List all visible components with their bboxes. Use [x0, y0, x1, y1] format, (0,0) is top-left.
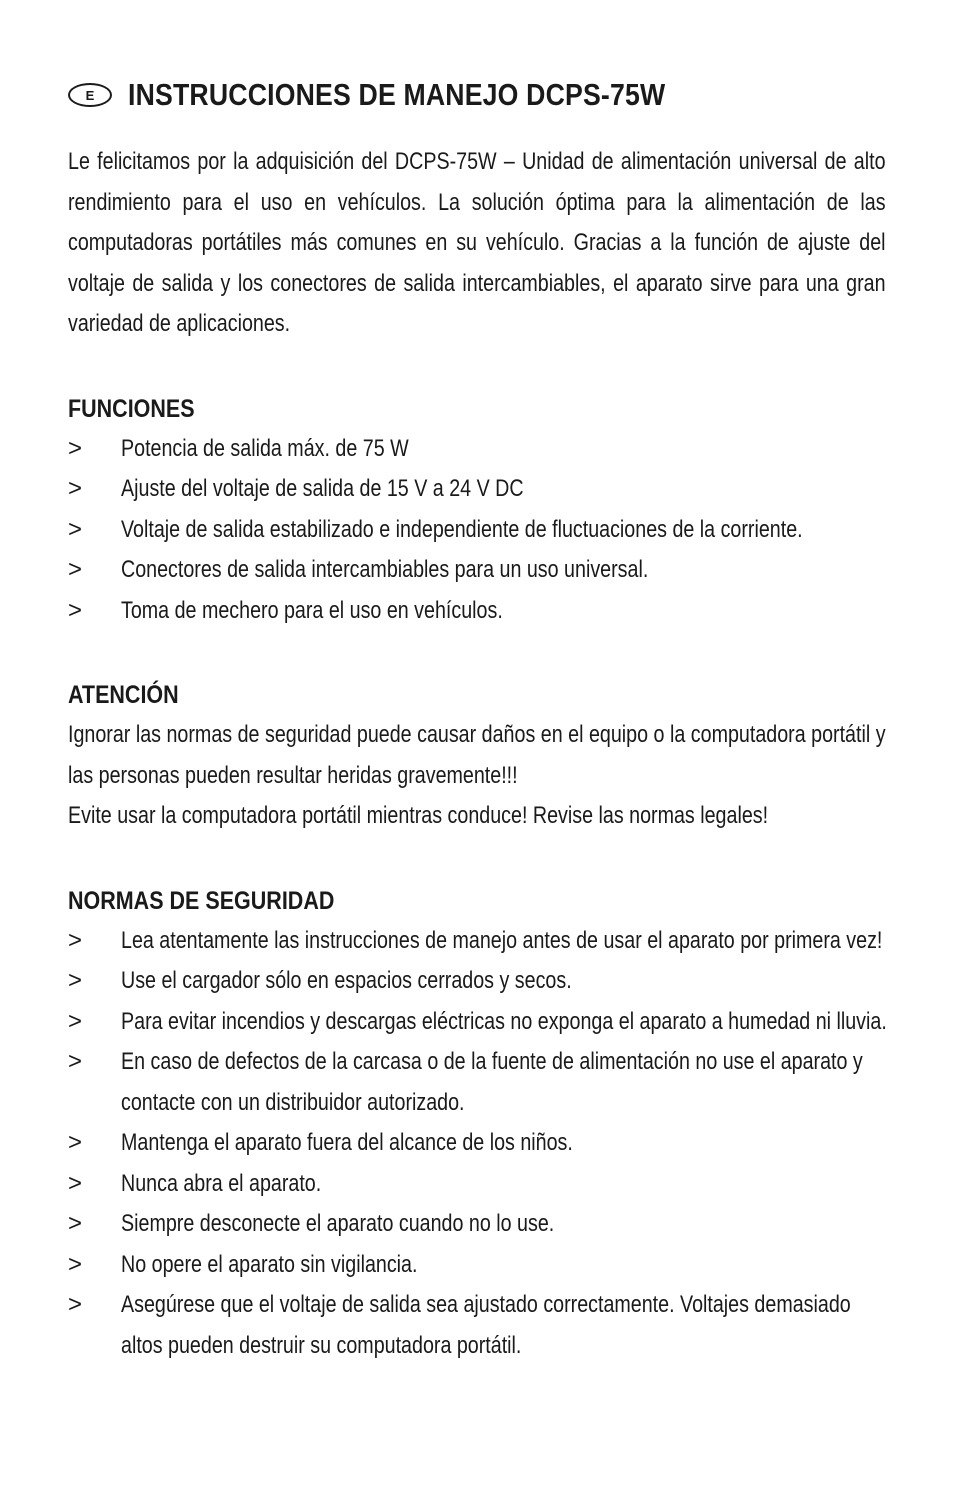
list-item-text: Toma de mechero para el uso en vehículos.: [121, 596, 503, 624]
list-item: [68, 591, 886, 632]
bullet-icon: >: [68, 515, 83, 543]
bullet-icon: >: [68, 1291, 83, 1318]
list-item-text: Siempre desconecte el aparato cuando no lo use.: [121, 1210, 555, 1237]
list-item: [68, 550, 886, 591]
attention-warning: Ignorar las normas de seguridad puede causar daños en el equipo o la computadora portátil y las personas pueden resultar heridas gravemente!!!: [68, 721, 886, 789]
intro-paragraph: Le felicitamos por la adquisición del DCPS-75W – Unidad de alimentación universal de alto rendimiento para el uso en vehículos. La solución óptima para la alimentación de las computadoras portátiles más comunes en su vehículo. Gracias a la función de ajuste del voltaje de salida y los conectores de salida intercambiables, el aparato sirve para una gran variedad de aplicaciones.: [68, 148, 886, 337]
manual-page: [68, 70, 886, 1366]
list-item-text: En caso de defectos de la carcasa o de la fuente de alimentación no use el aparato y contacte con un distribuidor autorizado.: [121, 1048, 863, 1116]
safety-list: [68, 921, 886, 1367]
list-item-text: Mantenga el aparato fuera del alcance de los niños.: [121, 1129, 573, 1156]
list-item-text: Nunca abra el aparato.: [121, 1169, 322, 1197]
list-item-text: Potencia de salida máx. de 75 W: [121, 434, 409, 462]
bullet-icon: >: [68, 1007, 83, 1035]
list-item: [68, 1042, 886, 1123]
bullet-icon: >: [68, 926, 83, 954]
list-item: [68, 1245, 886, 1286]
bullet-icon: >: [68, 596, 83, 624]
list-item-text: Lea atentamente las instrucciones de manejo antes de usar el aparato por primera vez!: [121, 926, 883, 954]
bullet-icon: >: [68, 1210, 83, 1237]
functions-list: [68, 429, 886, 632]
safety-heading: NORMAS DE SEGURIDAD: [68, 886, 335, 915]
functions-heading: FUNCIONES: [68, 394, 195, 423]
bullet-icon: >: [68, 967, 83, 994]
bullet-icon: >: [68, 1250, 83, 1278]
list-item-text: Voltaje de salida estabilizado e independiente de fluctuaciones de la corriente.: [121, 515, 803, 543]
list-item-text: Use el cargador sólo en espacios cerrados y secos.: [121, 967, 572, 994]
list-item-text: Para evitar incendios y descargas eléctricas no exponga el aparato a humedad ni lluvia.: [121, 1007, 887, 1035]
list-item: [68, 921, 886, 962]
list-item-text: Conectores de salida intercambiables para un uso universal.: [121, 556, 649, 583]
list-item: [68, 1204, 886, 1245]
title-row: [68, 70, 886, 120]
attention-driving-note: Evite usar la computadora portátil mientras conduce! Revise las normas legales!: [68, 802, 769, 829]
list-item: [68, 429, 886, 470]
list-item: [68, 961, 886, 1002]
list-item: [68, 1123, 886, 1164]
list-item: [68, 1285, 886, 1366]
list-item-text: No opere el aparato sin vigilancia.: [121, 1250, 418, 1278]
bullet-icon: >: [68, 556, 83, 583]
attention-heading: ATENCIÓN: [68, 681, 179, 709]
list-item: [68, 1164, 886, 1205]
list-item-text: Asegúrese que el voltaje de salida sea ajustado correctamente. Voltajes demasiado altos pueden destruir su computadora portátil.: [121, 1291, 851, 1359]
bullet-icon: >: [68, 475, 83, 502]
language-badge: E: [68, 83, 112, 107]
page-title: INSTRUCCIONES DE MANEJO DCPS-75W: [128, 77, 666, 112]
list-item: [68, 469, 886, 510]
list-item: [68, 1002, 886, 1043]
bullet-icon: >: [68, 434, 83, 462]
list-item-text: Ajuste del voltaje de salida de 15 V a 24 V DC: [121, 475, 524, 502]
bullet-icon: >: [68, 1048, 83, 1075]
attention-text: [68, 715, 886, 837]
bullet-icon: >: [68, 1129, 83, 1156]
bullet-icon: >: [68, 1169, 83, 1197]
list-item: [68, 510, 886, 551]
